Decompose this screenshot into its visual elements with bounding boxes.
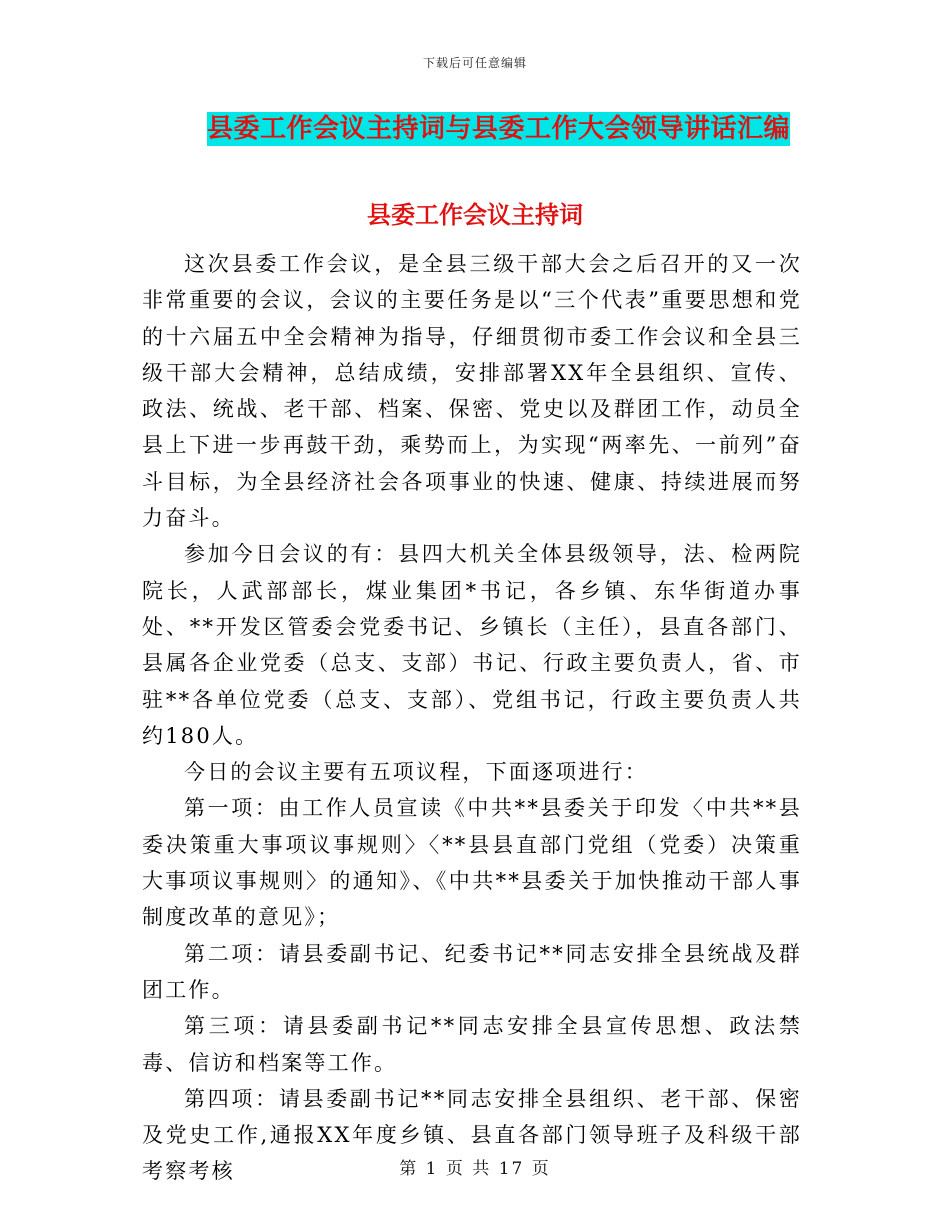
paragraph: 第四项：请县委副书记**同志安排全县组织、老干部、保密及党史工作,通报XX年度乡镇、县直各部门领导班子及科级干部考察考核: [142, 1086, 802, 1184]
header-note: 下载后可任意编辑: [422, 56, 527, 70]
page-number: 第 1 页 共 17 页: [399, 1159, 551, 1179]
paragraph: 参加今日会议的有：县四大机关全体县级领导，法、检两院院长，人武部部长，煤业集团*书记，各乡镇、东华街道办事处、**开发区管委会党委书记、乡镇长（主任），县直各部门、县属各企业党委（总支、支部）书记、行政主要负责人，省、市驻**各单位党委（总支、支部）、党组书记，行政主要负责人共约180人。: [142, 542, 802, 748]
paragraph: 今日的会议主要有五项议程，下面逐项进行：: [184, 760, 648, 785]
paragraph: 第二项：请县委副书记、纪委书记**同志安排全县统战及群团工作。: [142, 941, 802, 1002]
paragraph: 第一项：由工作人员宣读《中共**县委关于印发〈中共**县委决策重大事项议事规则〉〈**县县直部门党组（党委）决策重大事项议事规则〉的通知》、《中共**县委关于加快推动干部人事制度改革的意见》；: [142, 796, 802, 930]
paragraph: 这次县委工作会议，是全县三级干部大会之后召开的又一次非常重要的会议，会议的主要任务是以“三个代表”重要思想和党的十六届五中全会精神为指导，仔细贯彻市委工作会议和全县三级干部大会精神，总结成绩，安排部署XX年全县组织、宣传、政法、统战、老干部、档案、保密、党史以及群团工作，动员全县上下进一步再鼓干劲，乘势而上，为实现“两率先、一前列”奋斗目标，为全县经济社会各项事业的快速、健康、持续进展而努力奋斗。: [142, 252, 802, 531]
main-title-wrap: [207, 112, 790, 146]
main-title: 县委工作会议主持词与县委工作大会领导讲话汇编: [207, 114, 791, 144]
paragraph: 第三项：请县委副书记**同志安排全县宣传思想、政法禁毒、信访和档案等工作。: [142, 1014, 802, 1075]
section-title: 县委工作会议主持词: [367, 201, 583, 229]
document-body: [142, 246, 802, 1190]
